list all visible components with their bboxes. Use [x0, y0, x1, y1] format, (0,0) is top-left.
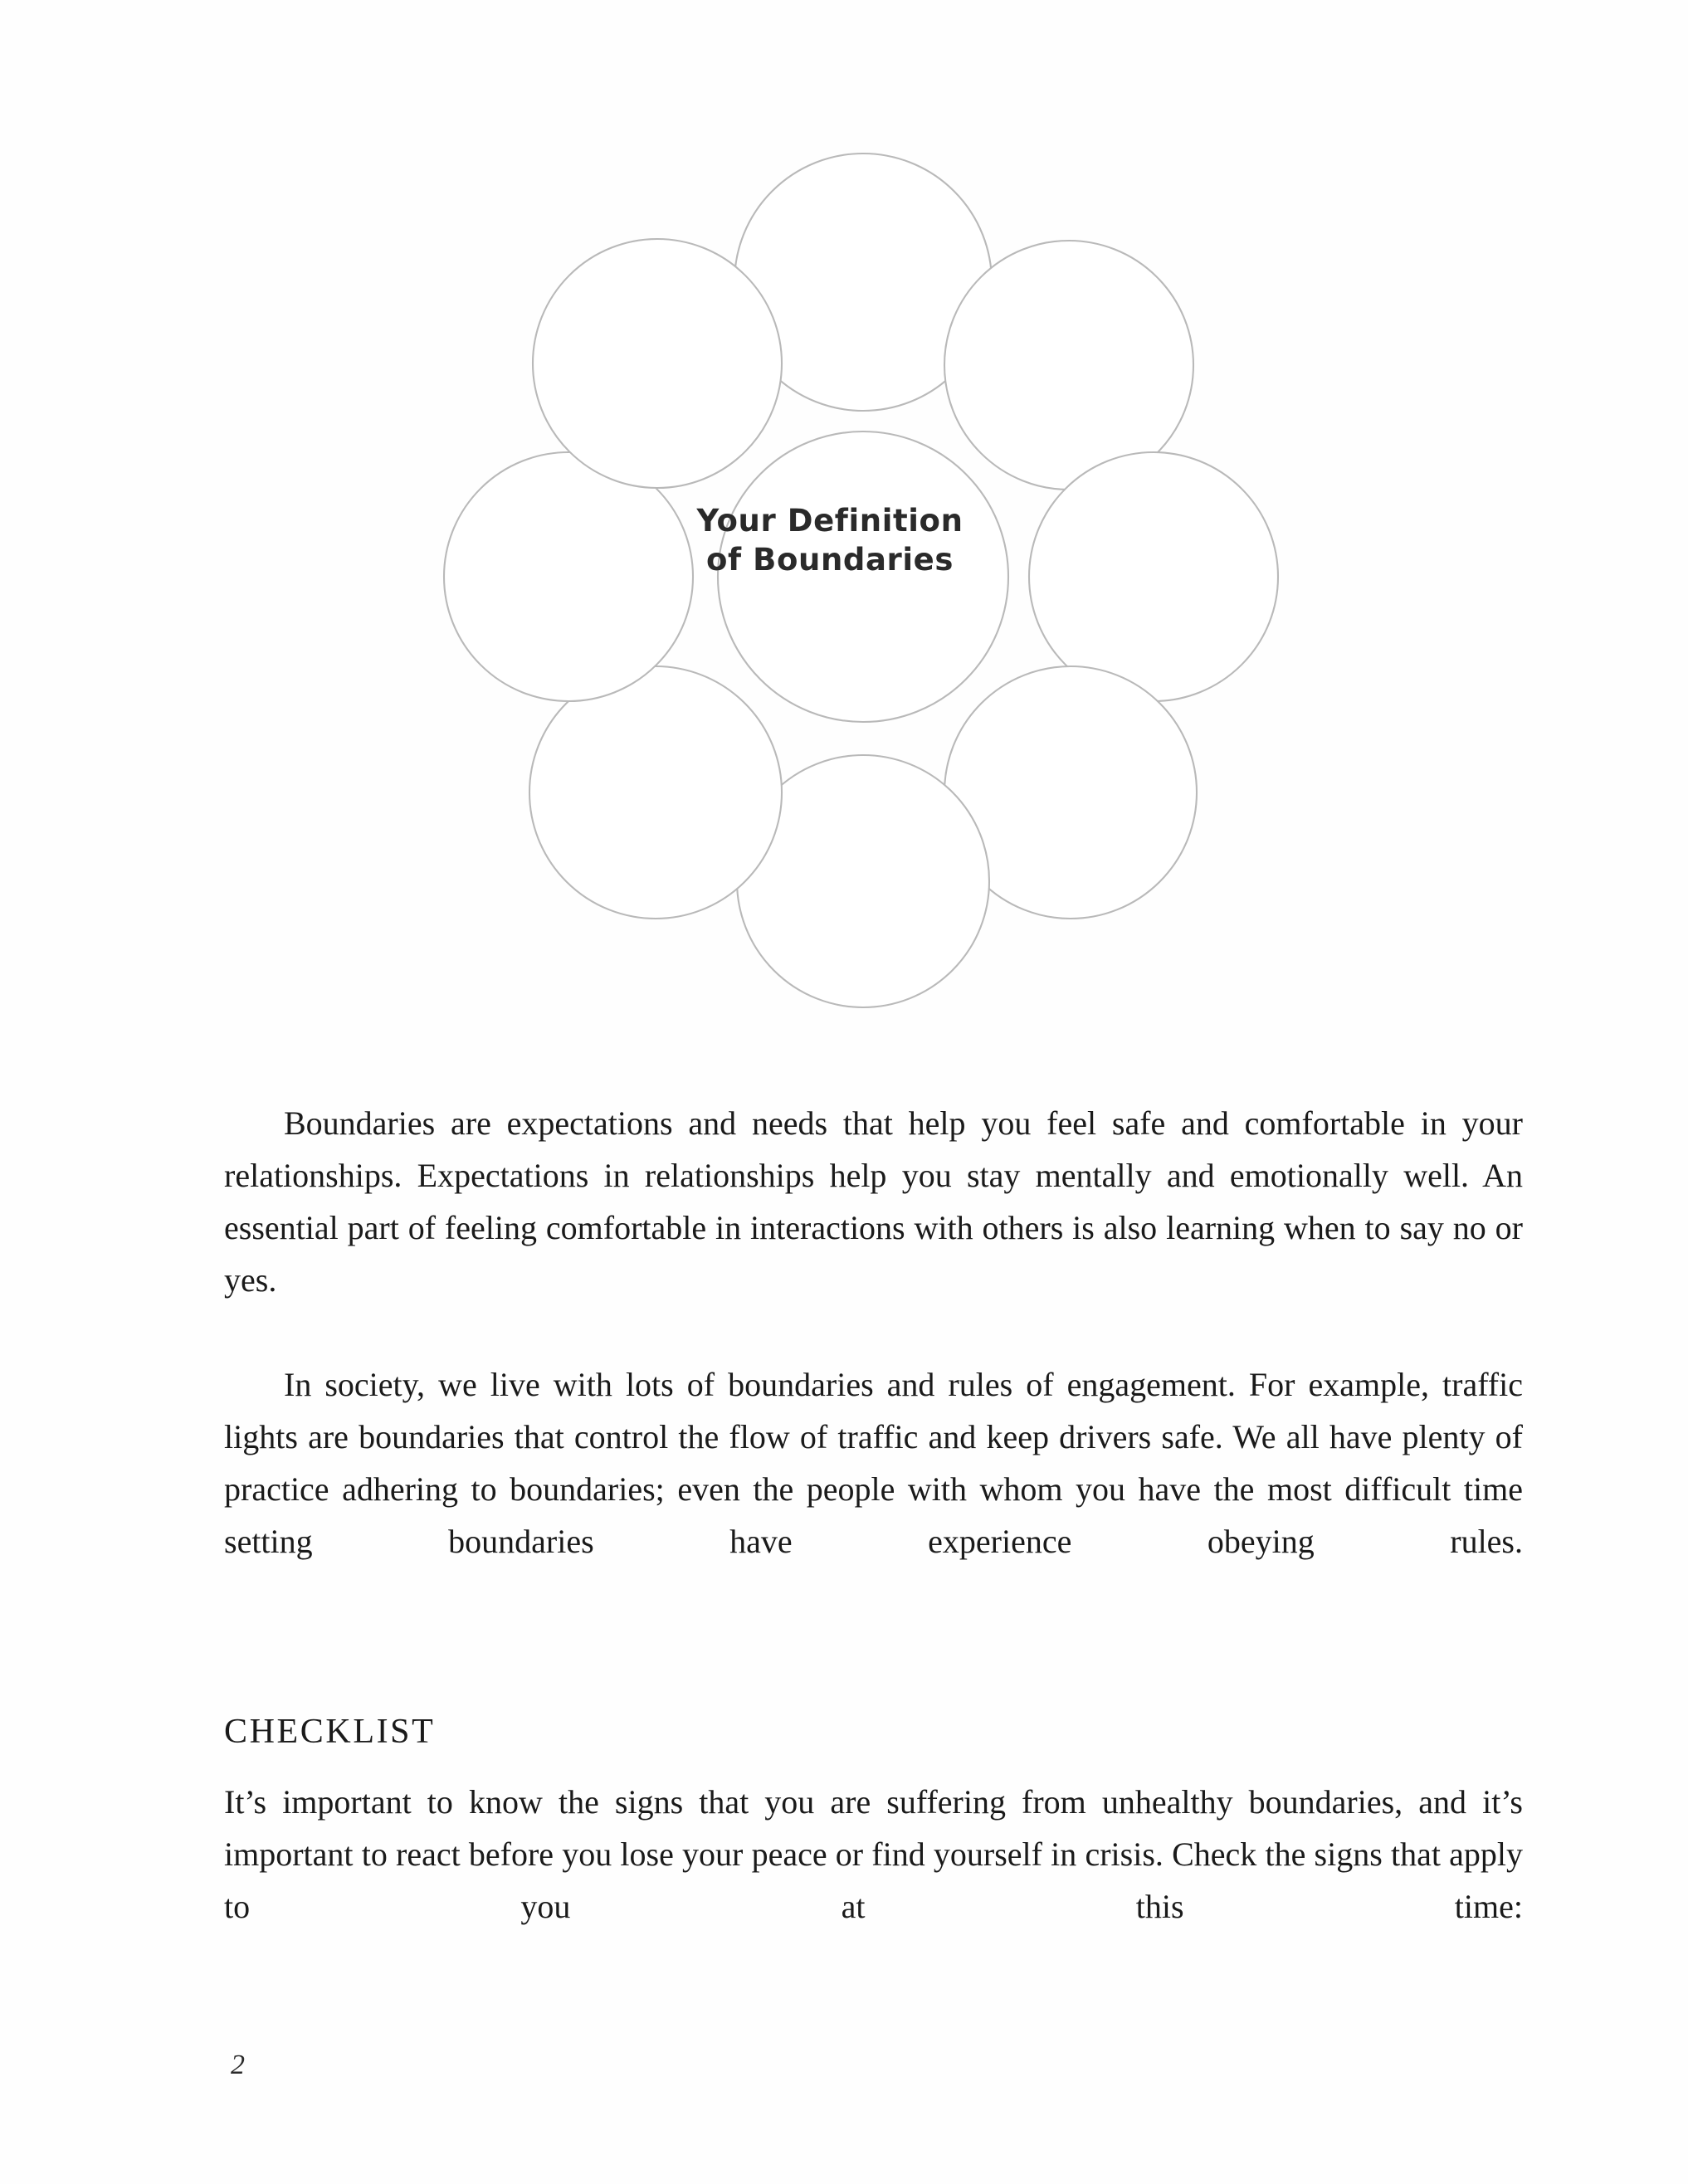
center-label-line-1: Your Definition: [696, 503, 964, 539]
paragraph-2: In society, we live with lots of boundaries and rules of engagement. For example, traffic lights are boundaries that control the flow of traffic and keep drivers safe. We all have plenty of practice adhering to boundaries; even the people with whom you have the most difficult time setting boundaries have experience obeying rules.: [224, 1366, 1523, 1560]
checklist-intro-block: [224, 1776, 1523, 1985]
outer-circle-left: [444, 452, 693, 701]
center-label-line-2: of Boundaries: [705, 541, 954, 578]
paragraph-1: Boundaries are expectations and needs that help you feel safe and comfortable in your relationships. Expectations in relationships help you stay mentally and emotionally well. An essential part of feeling comfortable in interactions with others is also learning when to say no or yes.: [224, 1104, 1523, 1299]
checklist-heading: CHECKLIST: [224, 1713, 436, 1751]
center-circle: [718, 431, 1008, 722]
body-text-block: [224, 1097, 1523, 1620]
radial-brainstorm-diagram: [415, 124, 1311, 1046]
outer-circle-bottom-left: [529, 666, 782, 919]
outer-circle-top-left: [533, 239, 782, 488]
checklist-intro: It’s important to know the signs that you are suffering from unhealthy boundaries, and it’s important to react before you lose your peace or find yourself in crisis. Check the signs that apply to you at this time:: [224, 1783, 1523, 1925]
diagram-svg: [415, 124, 1311, 1046]
page-number: 2: [231, 2050, 245, 2080]
outer-circle-right: [1029, 452, 1278, 701]
